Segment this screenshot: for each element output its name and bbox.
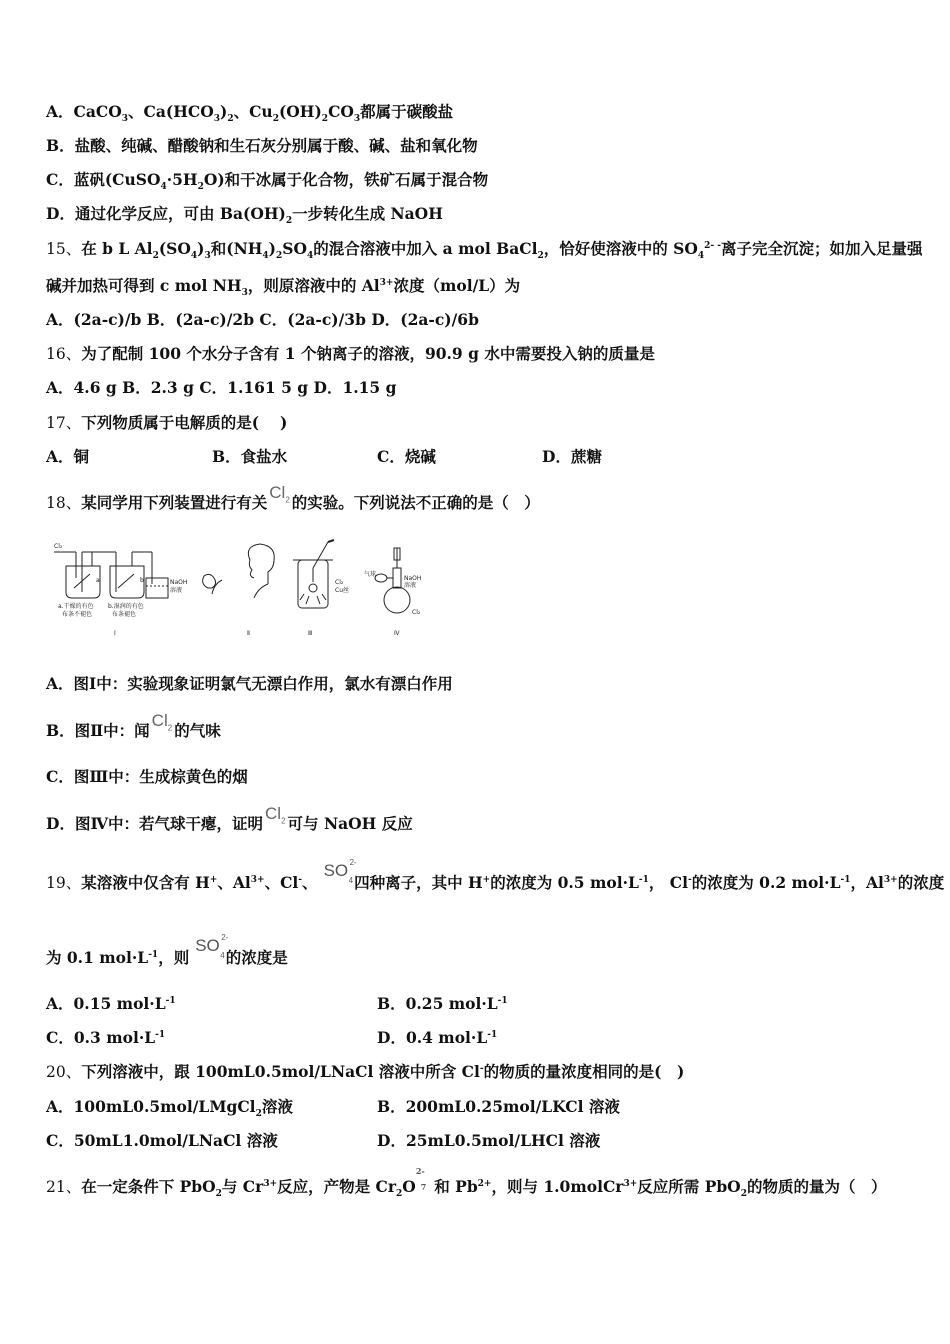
chlorine-formula: $Cl_2$ [269, 483, 290, 505]
q17-option-a: A．铜 [46, 447, 90, 466]
q19-stem-line1: 19、某溶液中仅含有 H+、$Al^{3+}$、Cl-、SO 2- 4 四种离子，其中 H+的浓度为 0.5 $mol\cdot L^{-1}$， Cl-的浓度为 0.2 $mol\cdot L^{-1}$，$Al^{3+}$的浓度 [46, 858, 945, 892]
fig-cl2-label-4: Cl₂ [412, 609, 421, 616]
q16-stem: 16、为了配制 100 个水分子含有 1 个钠离子的溶液，90.9 g 水中需要投入钠的质量是 [46, 344, 655, 363]
q19-stem-line2: 为 0.1 $mol\cdot L^{-1}$，则SO 2- 4 的浓度是 [46, 933, 288, 967]
q20-option-c: C．50mL1.0mol/LNaCl 溶液 [46, 1131, 278, 1150]
fig-solution-label: 溶液 [170, 587, 183, 594]
q17-option-c: C．烧碱 [377, 447, 436, 466]
q19-option-a: A．0.15 $mol\cdot L^{-1}$ [46, 994, 176, 1013]
q19-option-c: C．0.3 $mol\cdot L^{-1}$ [46, 1028, 166, 1047]
fig-label-3: Ⅲ [308, 630, 313, 637]
q19-option-d: D．0.4 $mol\cdot L^{-1}$ [377, 1028, 498, 1047]
fig-balloon-label: 气球 [364, 571, 377, 578]
fig-label-2: Ⅱ [247, 630, 250, 637]
chlorine-formula: $Cl_2$ [265, 804, 286, 826]
q20-option-d: D．25mL0.5mol/LHCl 溶液 [377, 1131, 601, 1150]
q20-stem: 20、下列溶液中，跟 100mL0.5mol/LNaCl 溶液中所含 Cl-的物质的量浓度相同的是( ) [46, 1062, 685, 1081]
fig-solution-label-4: 溶液 [404, 582, 417, 589]
fig-naoh-label: NaOH [170, 579, 188, 586]
q17-option-d: D．蔗糖 [542, 447, 602, 466]
q20-option-b: B．200mL0.25mol/LKCl 溶液 [377, 1097, 620, 1116]
q20-option-a: A．100mL0.5mol/LMgCl$_2$溶液 [46, 1097, 293, 1120]
q16-options: A．4.6 g B．2.3 g C．1.161 5 g D．1.15 g [46, 378, 397, 397]
sulfate-formula: SO 2- 4 [195, 933, 229, 960]
q18-stem: 18、某同学用下列装置进行有关$Cl_2$ 的实验。下列说法不正确的是（ ） [46, 483, 540, 512]
q15-stem-line2: 碱并加热可得到 c mol $NH_3$，则原溶液中的 $Al^{3+}$浓度（mol/L）为 [46, 276, 521, 299]
fig-b-note: b.湿润的有色 [108, 603, 144, 610]
q18-option-b: B．图Ⅱ中：闻$Cl_2$ 的气味 [46, 711, 221, 740]
q15-options: A．(2a-c)/b B．(2a-c)/2b C．(2a-c)/3b D．(2a-c)/6b [46, 310, 479, 329]
q21-stem: 21、在一定条件下 PbO$_2$与 $Cr^{3+}$反应，产物是 $Cr_2O^{2-}7$ 和 $Pb^{2+}$，则与 1.0molCr$^{3+}$反应所需 PbO$_2$的物质的量为（ ） [46, 1166, 887, 1200]
fig-b-label: b [140, 577, 144, 584]
q18-option-d: D．图Ⅳ中：若气球干瘪，证明$Cl_2$ 可与 NaOH 反应 [46, 804, 413, 833]
fig-cl2-label-3: Cl₂ [335, 579, 344, 586]
fig-a-note2: 布条不褪色 [62, 611, 93, 618]
chlorine-formula: $Cl_2$ [151, 711, 173, 733]
q19-option-b: B．0.25 $mol\cdot L^{-1}$ [377, 994, 508, 1013]
fig-a-label: a [96, 577, 100, 584]
experiment-apparatus-figure [52, 538, 442, 642]
fig-label-1: Ⅰ [114, 630, 116, 637]
fig-b-note2: 布条褪色 [112, 611, 137, 618]
q14-option-a: A．CaCO$_3$、$Ca(HCO_3)_2$、$Cu_2(OH)_2CO_3$都属于碳酸盐 [46, 102, 454, 125]
q17-option-b: B．食盐水 [212, 447, 288, 466]
fig-a-note: a.干燥的有色 [58, 603, 94, 610]
q15-stem-line1: 15、在 b L $Al_2(SO_4)_3$和$(NH_4)_2SO_4$的混合溶液中加入 a mol BaCl$_2$，恰好使溶液中的 $SO_4^{2- -}$离子完全沉淀；如加入足量强 [46, 239, 923, 262]
fig-label-4: Ⅳ [394, 630, 400, 637]
fig-naoh-label-4: NaOH [404, 575, 422, 582]
sulfate-formula: SO 2- 4 [323, 858, 357, 885]
q18-option-c: C．图Ⅲ中：生成棕黄色的烟 [46, 767, 248, 786]
q14-option-c: C．蓝矾$(CuSO_4\cdot 5H_2O)$和干冰属于化合物，铁矿石属于混合物 [46, 170, 489, 193]
q14-option-b: B．盐酸、纯碱、醋酸钠和生石灰分别属于酸、碱、盐和氧化物 [46, 136, 478, 155]
q17-stem: 17、下列物质属于电解质的是( ) [46, 413, 288, 432]
q14-option-d: D．通过化学反应，可由 $Ba(OH)_2$一步转化生成 NaOH [46, 204, 443, 227]
fig-cl2-label: Cl₂ [54, 543, 63, 550]
q18-option-a: A．图Ⅰ中：实验现象证明氯气无漂白作用，氯水有漂白作用 [46, 674, 453, 693]
fig-cu-label: Cu丝 [335, 587, 349, 594]
